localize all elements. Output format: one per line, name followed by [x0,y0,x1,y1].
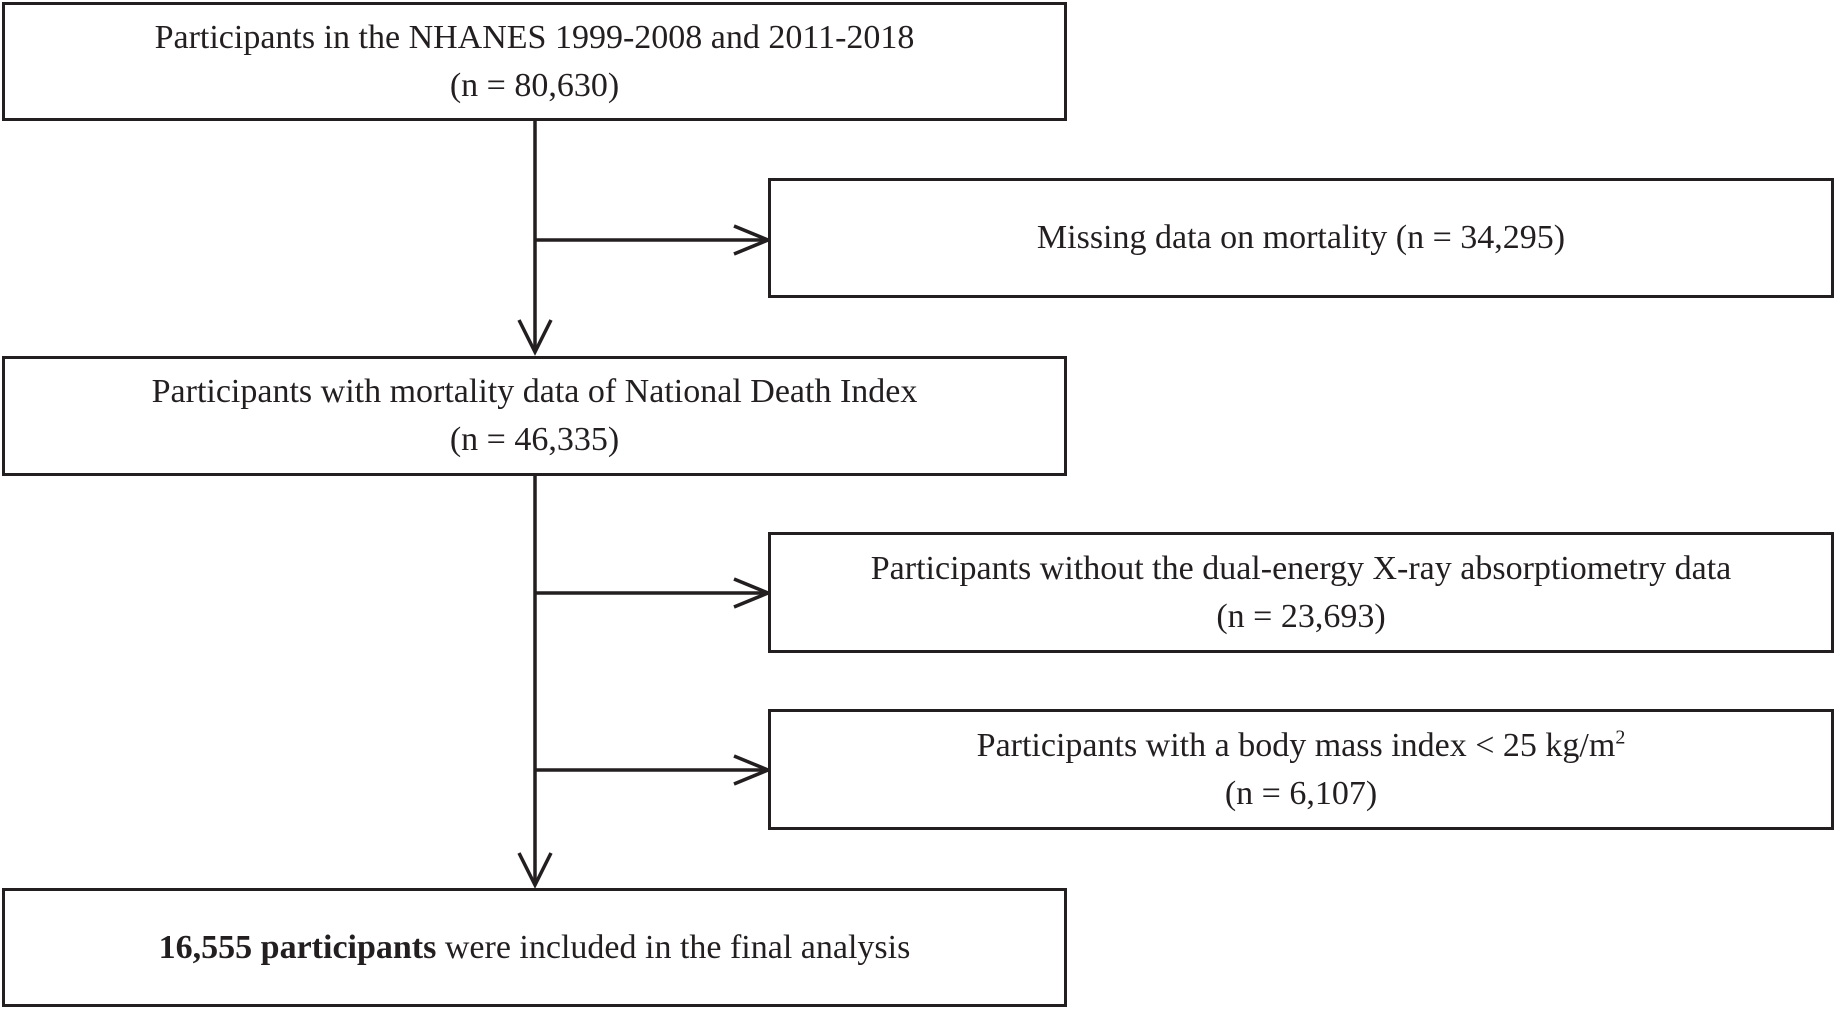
box-exclusion-bmi [768,709,1834,830]
box-exclusion-bmi-count: (n = 6,107) [1224,774,1378,812]
box-exclusion-mortality-text: Missing data on mortality (n = 34,295) [1036,219,1566,256]
box-exclusion-dxa-text: Participants without the dual-energy X-ray absorptiometry data [870,549,1732,587]
box-middle-count: (n = 46,335) [449,421,620,458]
box-final-rest: were included in the final analysis [436,928,911,966]
box-final [2,888,1067,1007]
box-exclusion-dxa [768,532,1834,653]
box-exclusion-dxa-count: (n = 23,693) [1216,597,1386,635]
box-final-text [159,924,911,972]
box-middle [2,356,1067,476]
box-start-title: Participants in the NHANES 1999-2008 and 2011-2018 [154,18,915,56]
box-final-bold: 16,555 participants [158,928,437,966]
box-exclusion-bmi-label: Participants with a body mass index < 25 kg/m [976,726,1616,764]
box-exclusion-mortality [768,178,1834,298]
box-middle-title: Participants with mortality data of National Death Index [151,373,918,410]
box-start-count: (n = 80,630) [449,66,620,104]
box-exclusion-bmi-superscript: 2 [1615,726,1626,749]
box-exclusion-bmi-text [977,722,1626,770]
box-start [2,2,1067,121]
